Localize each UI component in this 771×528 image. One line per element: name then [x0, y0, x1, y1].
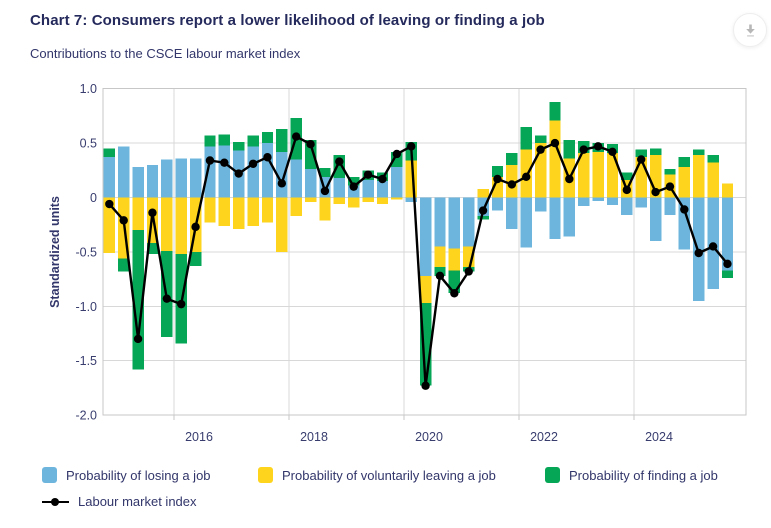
bar-segment — [291, 159, 302, 197]
index-point — [321, 187, 329, 195]
bar-segment — [521, 198, 532, 248]
bar-segment — [477, 216, 488, 219]
labour-market-index-line — [109, 137, 727, 386]
bar-segment — [434, 246, 445, 267]
chart-subtitle: Contributions to the CSCE labour market index — [30, 46, 301, 61]
bar-segment — [219, 145, 230, 197]
legend-label: Probability of losing a job — [66, 467, 211, 483]
y-axis-title: Standardized units — [48, 196, 62, 308]
bar-segment — [305, 169, 316, 197]
bar-segment — [204, 198, 215, 223]
index-point — [623, 186, 631, 194]
bar-segment — [535, 135, 546, 143]
bar-segment — [262, 198, 273, 223]
bar-segment — [578, 198, 589, 207]
index-point — [407, 142, 415, 150]
bar-segment — [449, 249, 460, 271]
index-point — [278, 179, 286, 187]
bar-segment — [377, 198, 388, 205]
index-point — [335, 157, 343, 165]
index-point — [393, 150, 401, 158]
index-point — [364, 170, 372, 178]
legend-item-finding-job[interactable] — [545, 467, 718, 483]
y-tick-label: 0.5 — [79, 136, 97, 151]
bar-segment — [463, 198, 474, 247]
bar-segment — [219, 134, 230, 145]
bar-segment — [564, 140, 575, 158]
page-title: Chart 7: Consumers report a lower likelihood of leaving or finding a job — [30, 12, 545, 29]
losing-job-swatch-icon — [42, 467, 57, 483]
bar-segment — [549, 102, 560, 120]
bar-segment — [233, 142, 244, 151]
bar-segment — [262, 143, 273, 197]
line-marker-icon — [42, 496, 69, 508]
finding-job-swatch-icon — [545, 467, 560, 483]
index-point — [450, 289, 458, 297]
bar-segment — [118, 146, 129, 197]
index-point — [220, 158, 228, 166]
bar-segment — [636, 198, 647, 208]
legend-item-labour-market-index[interactable] — [42, 494, 197, 509]
index-point — [177, 300, 185, 308]
bar-segment — [592, 198, 603, 201]
bar-segment — [190, 158, 201, 197]
index-point — [695, 249, 703, 257]
x-tick-label: 2024 — [645, 430, 673, 444]
bar-segment — [391, 167, 402, 197]
bar-segment — [176, 158, 187, 197]
bar-segment — [492, 198, 503, 211]
legend-item-losing-job[interactable] — [42, 467, 211, 483]
y-tick-label: -2.0 — [75, 408, 97, 423]
index-point — [235, 169, 243, 177]
bar-segment — [592, 152, 603, 198]
x-tick-label: 2022 — [530, 430, 558, 444]
index-point — [508, 180, 516, 188]
bar-segment — [693, 150, 704, 155]
bar-segment — [564, 198, 575, 237]
index-point — [465, 267, 473, 275]
legend-item-leaving-job[interactable] — [258, 467, 496, 483]
bar-segment — [477, 189, 488, 198]
y-tick-label: -0.5 — [75, 245, 97, 260]
index-point — [522, 173, 530, 181]
bar-segment — [521, 127, 532, 150]
bar-segment — [247, 135, 258, 146]
bar-segment — [147, 165, 158, 198]
bar-segment — [334, 198, 345, 205]
bar-segment — [650, 198, 661, 242]
index-point — [580, 145, 588, 153]
bar-segment — [104, 149, 115, 158]
bar-segment — [650, 149, 661, 156]
index-point — [421, 382, 429, 390]
bar-segment — [362, 198, 373, 202]
index-point — [120, 216, 128, 224]
bar-segment — [262, 132, 273, 143]
legend-label: Probability of finding a job — [569, 467, 718, 483]
bar-segment — [506, 153, 517, 165]
legend-label: Labour market index — [78, 494, 197, 509]
index-point — [666, 182, 674, 190]
bar-segment — [549, 198, 560, 239]
bar-segment — [305, 198, 316, 202]
bar-segment — [247, 146, 258, 197]
x-tick-label: 2016 — [185, 430, 213, 444]
index-point — [608, 148, 616, 156]
bar-segment — [664, 169, 675, 174]
bar-segment — [693, 155, 704, 197]
bar-segment — [104, 157, 115, 197]
bar-segment — [707, 155, 718, 163]
index-point — [350, 182, 358, 190]
bar-segment — [132, 167, 143, 197]
bar-segment — [679, 157, 690, 167]
index-point — [479, 206, 487, 214]
bar-segment — [161, 159, 172, 197]
bar-segment — [204, 146, 215, 197]
legend-label: Probability of voluntarily leaving a job — [282, 467, 496, 483]
bar-segment — [377, 181, 388, 197]
index-point — [206, 156, 214, 164]
bar-segment — [362, 180, 373, 197]
index-point — [306, 140, 314, 148]
y-tick-label: 1.0 — [79, 82, 97, 97]
index-point — [249, 160, 257, 168]
bar-segment — [176, 198, 187, 255]
bar-segment — [664, 198, 675, 215]
index-point — [191, 223, 199, 231]
bar-segment — [276, 129, 287, 152]
index-point — [148, 209, 156, 217]
bar-segment — [549, 120, 560, 197]
y-tick-label: 0 — [90, 191, 97, 205]
bar-segment — [722, 270, 733, 278]
index-point — [594, 142, 602, 150]
bar-segment — [707, 163, 718, 198]
index-point — [536, 145, 544, 153]
index-point — [565, 175, 573, 183]
index-point — [263, 153, 271, 161]
bar-segment — [247, 198, 258, 226]
index-point — [436, 272, 444, 280]
bar-segment — [276, 198, 287, 252]
index-point — [378, 175, 386, 183]
index-point — [723, 260, 731, 268]
index-point — [637, 155, 645, 163]
bar-segment — [607, 198, 618, 206]
bar-segment — [679, 167, 690, 197]
bar-segment — [420, 276, 431, 303]
bar-segment — [319, 198, 330, 221]
bar-segment — [621, 198, 632, 215]
bar-segment — [233, 198, 244, 230]
index-point — [493, 175, 501, 183]
download-icon — [743, 23, 758, 38]
bar-segment — [434, 198, 445, 247]
index-point — [680, 205, 688, 213]
index-point — [709, 242, 717, 250]
x-tick-label: 2018 — [300, 430, 328, 444]
index-point — [551, 139, 559, 147]
y-tick-label: -1.5 — [75, 354, 97, 369]
index-point — [163, 294, 171, 302]
y-tick-label: -1.0 — [75, 299, 97, 314]
bar-segment — [132, 198, 143, 231]
download-button[interactable] — [733, 13, 767, 47]
bar-segment — [219, 198, 230, 226]
bar-segment — [449, 198, 460, 249]
bar-segment — [204, 135, 215, 146]
x-tick-label: 2020 — [415, 430, 443, 444]
index-point — [134, 335, 142, 343]
leaving-job-swatch-icon — [258, 467, 273, 483]
bar-segment — [535, 198, 546, 212]
bar-segment — [506, 198, 517, 230]
bar-segment — [722, 183, 733, 197]
bar-segment — [420, 198, 431, 276]
index-point — [105, 200, 113, 208]
bar-segment — [291, 198, 302, 216]
bar-segment — [161, 198, 172, 251]
bar-segment — [334, 178, 345, 198]
index-point — [292, 132, 300, 140]
bar-segment — [391, 198, 402, 200]
index-point — [651, 188, 659, 196]
bar-segment — [348, 198, 359, 208]
